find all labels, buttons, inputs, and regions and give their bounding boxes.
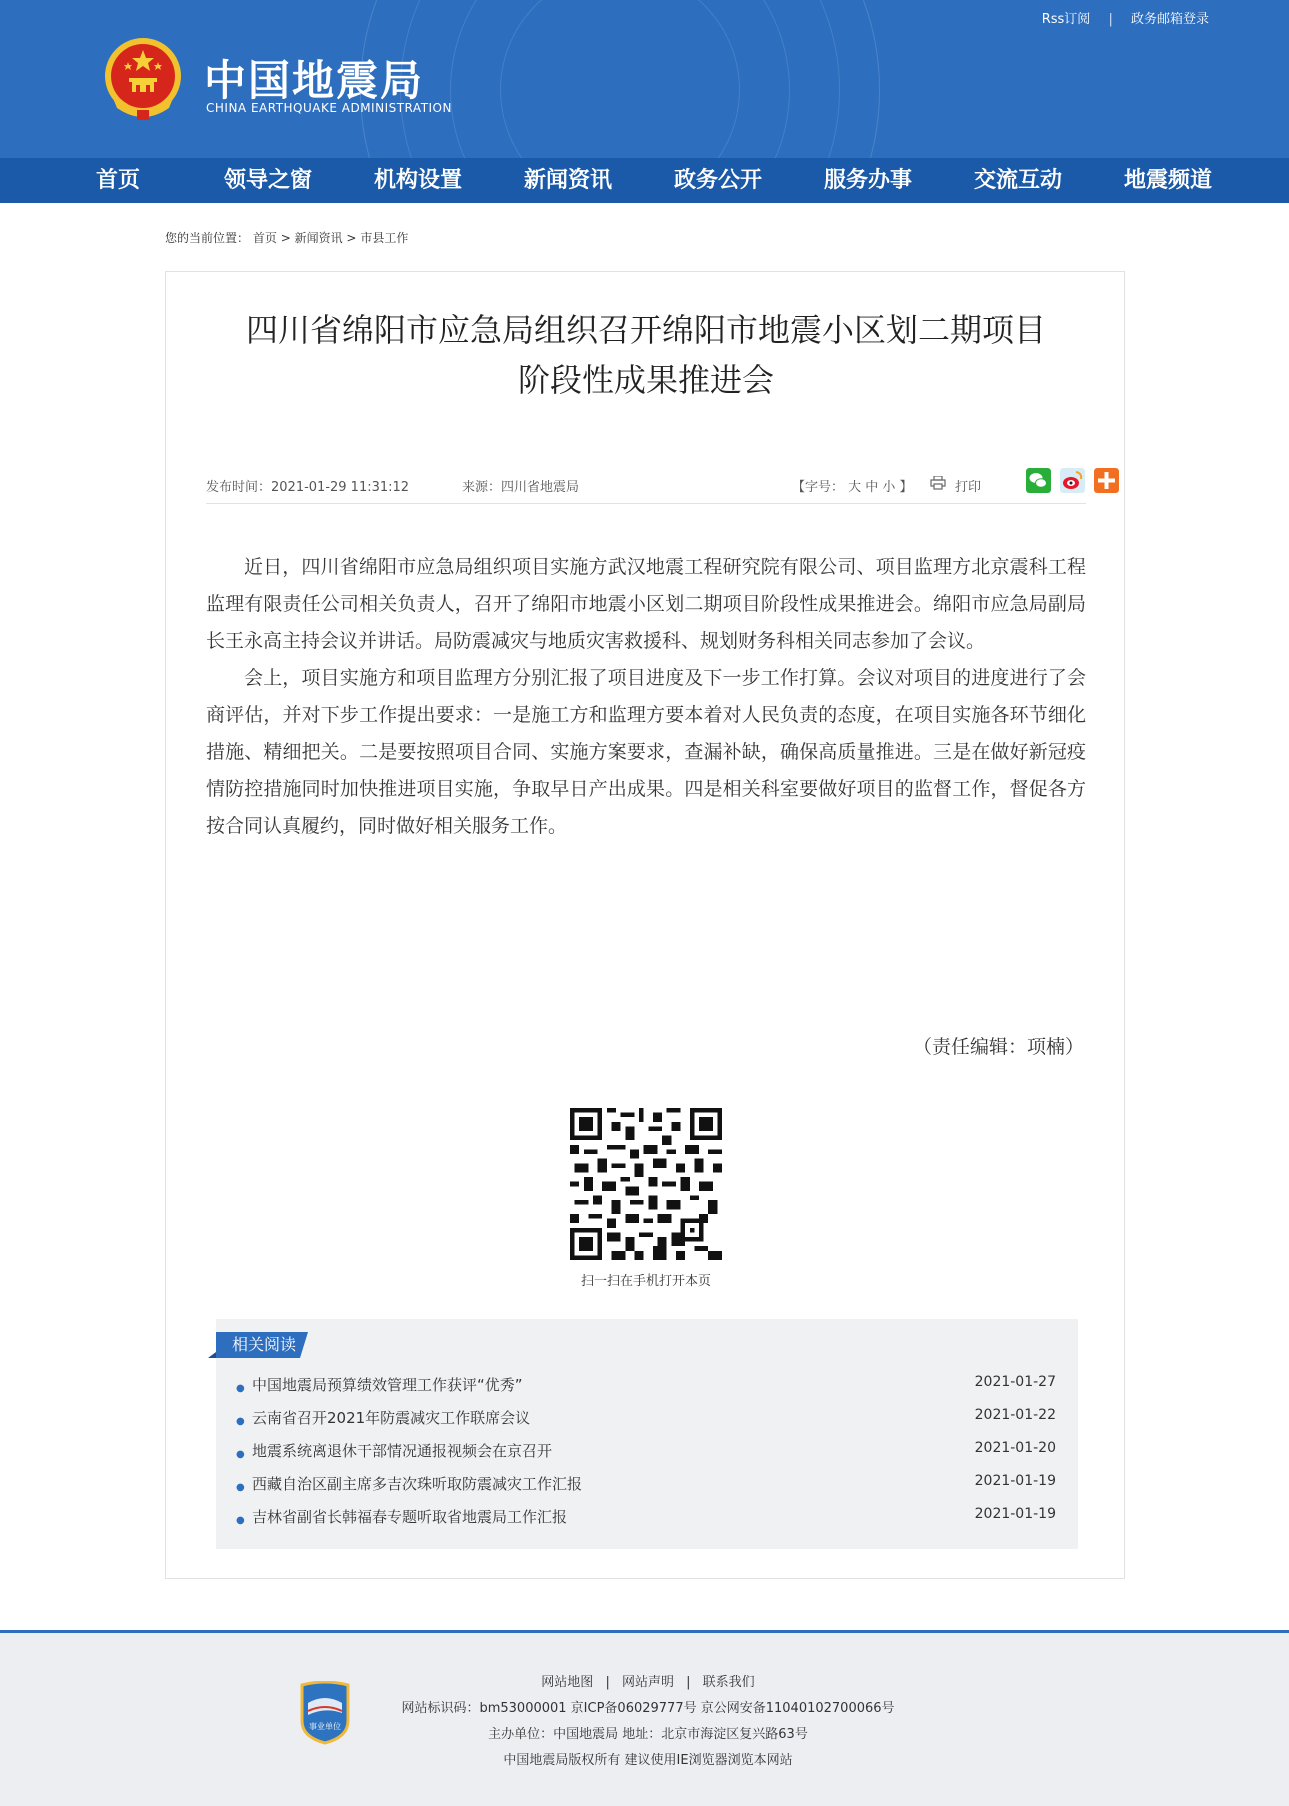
site-title[interactable]: 中国地震局 (204, 56, 425, 105)
related-item-date: 2021-01-19 (974, 1473, 1056, 1489)
main-nav (0, 158, 1289, 203)
related-item-title[interactable]: 云南省召开2021年防震减灾工作联席会议 (252, 1409, 531, 1427)
article-container (165, 271, 1125, 1579)
badge-text: 事业单位 (309, 1722, 341, 1731)
footer-info (378, 1670, 918, 1774)
publish-time: 发布时间：2021-01-29 11:31:12 (206, 480, 410, 495)
footer-sponsor: 主办单位：中国地震局 地址：北京市海淀区复兴路63号 (488, 1727, 808, 1742)
nav-item-interaction[interactable]: 交流互动 (973, 168, 1062, 193)
bullet-icon: ● (236, 1383, 245, 1394)
breadcrumb-separator: > (280, 231, 291, 245)
related-item-title[interactable]: 地震系统离退休干部情况通报视频会在京召开 (252, 1442, 553, 1460)
related-item-title[interactable]: 吉林省副省长韩福春专题听取省地震局工作汇报 (252, 1508, 568, 1526)
footer-link-contact[interactable]: 联系我们 (702, 1675, 755, 1690)
article-meta (206, 468, 1086, 504)
footer-copyright: 中国地震局版权所有 建议使用IE浏览器浏览本网站 (503, 1753, 793, 1768)
breadcrumb-home[interactable]: 首页 (252, 231, 277, 245)
mail-login-link[interactable]: 政务邮箱登录 (1130, 12, 1209, 27)
related-reading (216, 1319, 1078, 1549)
site-subtitle: CHINA EARTHQUAKE ADMINISTRATION (206, 101, 452, 115)
list-item[interactable] (236, 1473, 1056, 1506)
breadcrumb-separator: > (346, 231, 357, 245)
print-link[interactable]: 打印 (955, 480, 982, 495)
nav-item-services[interactable]: 服务办事 (823, 168, 912, 193)
rss-link[interactable]: Rss订阅 (1041, 12, 1091, 27)
footer-links-row (378, 1670, 918, 1696)
nav-item-home[interactable]: 首页 (95, 168, 140, 193)
bullet-icon: ● (236, 1482, 245, 1493)
article-title-line: 阶段性成果推进会 (517, 361, 774, 399)
list-item[interactable] (236, 1374, 1056, 1407)
footer-link-statement[interactable]: 网站声明 (621, 1675, 674, 1690)
public-institution-badge-icon[interactable] (298, 1681, 352, 1745)
nav-item-earthquake-channel[interactable]: 地震频道 (1123, 168, 1212, 193)
article-paragraph: 近日，四川省绵阳市应急局组织项目实施方武汉地震工程研究院有限公司、项目监理方北京震科工程监理有限责任公司相关负责人，召开了绵阳市地震小区划二期项目阶段性成果推进会。绵阳市应急局副局长王永高主持会议并讲话。局防震减灾与地质灾害救援科、规划财务科相关同志参加了会议。 (206, 556, 1086, 652)
separator: | (1108, 12, 1113, 27)
printer-icon[interactable] (930, 476, 946, 490)
article-body (206, 549, 1086, 845)
nav-item-news[interactable]: 新闻资讯 (523, 168, 612, 193)
responsible-editor: （责任编辑：项楠） (912, 1036, 1084, 1058)
separator: | (605, 1675, 610, 1690)
list-item[interactable] (236, 1506, 1056, 1539)
top-links (1042, 8, 1209, 27)
qr-caption: 扫一扫在手机打开本页 (580, 1274, 711, 1289)
related-item-date: 2021-01-27 (974, 1374, 1056, 1390)
related-item-title[interactable]: 西藏自治区副主席多吉次珠听取防震减灾工作汇报 (252, 1475, 583, 1493)
breadcrumb-prefix: 您的当前位置： (165, 231, 250, 245)
breadcrumb-news[interactable]: 新闻资讯 (294, 231, 343, 245)
qr-code (570, 1108, 722, 1260)
nav-item-leaders[interactable]: 领导之窗 (223, 168, 312, 193)
breadcrumb (165, 229, 408, 246)
article-paragraph: 会上，项目实施方和项目监理方分别汇报了项目进度及下一步工作打算。会议对项目的进度进行了会商评估，并对下步工作提出要求：一是施工方和监理方要本着对人民负责的态度，在项目实施各环节细化措施、精细把关。二是要按照项目合同、实施方案要求，查漏补缺，确保高质量推进。三是在做好新冠疫情防控措施同时加快推进项目实施，争取早日产出成果。四是相关科室要做好项目的监督工作，督促各方按合同认真履约，同时做好相关服务工作。 (206, 667, 1086, 837)
national-emblem-icon[interactable] (103, 36, 183, 122)
related-item-date: 2021-01-20 (974, 1440, 1056, 1456)
related-item-date: 2021-01-19 (974, 1506, 1056, 1522)
article-title (206, 305, 1086, 405)
decorative-circle (500, 0, 740, 158)
article-source: 来源：四川省地震局 (462, 480, 580, 495)
related-item-title[interactable]: 中国地震局预算绩效管理工作获评“优秀” (252, 1376, 523, 1394)
bullet-icon: ● (236, 1416, 245, 1427)
font-size-selector[interactable]: 【字号： 大 中 小 】 (792, 480, 913, 495)
bullet-icon: ● (236, 1515, 245, 1526)
nav-item-gov-affairs[interactable]: 政务公开 (673, 168, 762, 193)
nav-item-organization[interactable]: 机构设置 (373, 168, 462, 193)
site-header (0, 0, 1289, 158)
breadcrumb-city-county[interactable]: 市县工作 (360, 231, 409, 245)
list-item[interactable] (236, 1440, 1056, 1473)
list-item[interactable] (236, 1407, 1056, 1440)
article-title-line: 四川省绵阳市应急局组织召开绵阳市地震小区划二期项目 (245, 311, 1046, 349)
wechat-share-icon[interactable] (1026, 468, 1051, 493)
related-item-date: 2021-01-22 (974, 1407, 1056, 1423)
weibo-share-icon[interactable] (1060, 468, 1085, 493)
related-reading-label: 相关阅读 (231, 1335, 296, 1354)
more-share-icon[interactable] (1094, 468, 1119, 493)
footer-link-sitemap[interactable]: 网站地图 (541, 1675, 594, 1690)
separator: | (686, 1675, 691, 1690)
bullet-icon: ● (236, 1449, 245, 1460)
footer-registration: 网站标识码：bm53000001 京ICP备06029777号 京公网安备11040102700066号 (401, 1701, 895, 1716)
site-footer (0, 1630, 1289, 1806)
